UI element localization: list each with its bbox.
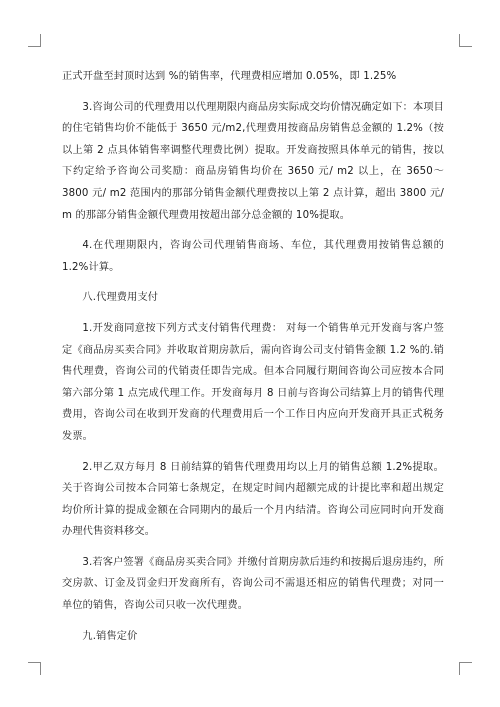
paragraph-continuation: 正式开盘至封顶时达到 %的销售率，代理费相应增加 0.05%，即 1.25% [62, 71, 397, 82]
crop-mark-bottom-right [459, 662, 472, 675]
paragraph-payment-2: 2.甲乙双方每月 8 日前结算的销售代理费用均以上月的销售总额 1.2%提取。关于咨询公司按本合同第七条规定，在规定时间内超额完成的计提比率和超出规定均价所计算的提成金额在合同期内的最后一个月内结清。咨询公司应同时向开发商办理代售资料移交。 [62, 461, 444, 538]
paragraph-item-3: 3.咨询公司的代理费用以代理期限内商品房实际成交均价情况确定如下：本项目的住宅销售均价不能低于 3650 元/m2,代理费用按商品房销售总金额的 1.2%（按以上第 2 点具体销售率调整代理费比例）提取。开发商按照具体单元的销售，按以下约定给予咨询公司奖励：商品房销售均价在 3650 元/ m2 以上，在 3650～3800 元/ m2 范围内的那部分销售金额代理费按以上第 2 点计算，超出 3800 元/ m 的那部分销售金额代理费用按超出部分总金额的 10%提取。 [62, 101, 444, 221]
crop-mark-top-right [459, 34, 472, 47]
crop-mark-top-left [28, 34, 41, 47]
paragraph-payment-1: 1.开发商同意按下列方式支付销售代理费： 对每一个销售单元开发商与客户签定《商品房买卖合同》并收取首期房款后，需向咨询公司支付销售金额 1.2 %的.销售代理费，咨询公司的代销责任即告完成。但本合同履行期间咨询公司应按本合同第六部分第 1 点完成代理工作。开发商每月 8 日前与咨询公司结算上月的销售代理费用，咨询公司在收到开发商的代理费用后一个工作日内应向开发商开具正式税务发票。 [62, 322, 444, 442]
section-heading-8: 八.代理费用支付 [82, 292, 159, 304]
crop-mark-bottom-left [28, 662, 41, 675]
paragraph-item-4: 4.在代理期限内，咨询公司代理销售商场、车位，其代理费用按销售总额的 1.2%计算。 [62, 240, 444, 273]
section-heading-9: 九.销售定价 [82, 630, 138, 642]
paragraph-payment-3: 3.若客户签署《商品房买卖合同》并缴付首期房款后违约和按揭后退房违约，所交房款、订金及罚金归开发商所有，咨询公司不需退还相应的销售代理费；对同一单位的销售，咨询公司只收一次代理费。 [62, 556, 444, 612]
document-page [62, 66, 444, 656]
